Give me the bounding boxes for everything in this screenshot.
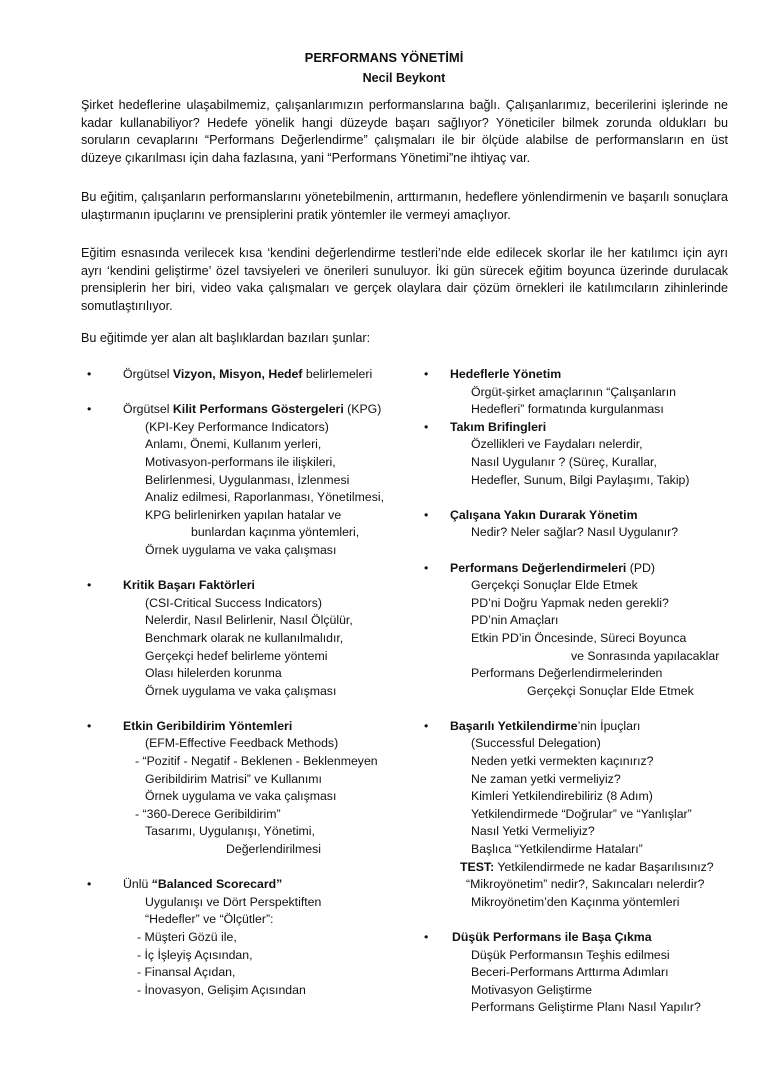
topic-subitem: Örgüt-şirket amaçlarının “Çalışanların [471,384,677,399]
topic-subitem: “Hedefler” ve “Ölçütler”: [145,912,274,927]
topic-subitem: Hedefleri” formatında kurgulanması [471,402,664,417]
topic-subitem: Belirlenmesi, Uygulanması, İzlenmesi [145,472,350,487]
topic-subitem: Başlıca “Yetkilendirme Hataları” [471,842,643,857]
topic-subitem: - “Pozitif - Negatif - Beklenen - Beklenmeyen [135,754,378,769]
bullet-icon: • [424,718,429,733]
topic-subitem: Uygulanışı ve Dört Perspektiften [145,894,322,909]
topic-item: • Kritik Başarı Faktörleri (CSI-Critical Success Indicators) Nelerdir, Nasıl Belirlenir, Nasıl Ölçülür, Benchmark olarak ne kullanılmalıdır, Gerçekçi hedef belirleme yöntemi Olası hilelerden korunma Örnek uygulama ve vaka çalışması [87,577,407,700]
topic-subitem: Nasıl Yetki Vermeliyiz? [471,824,595,839]
topic-item: • Örgütsel Vizyon, Misyon, Hedef belirlemeleri [87,366,407,384]
topic-subitem: Kimleri Yetkilendirebiliriz (8 Adım) [471,789,653,804]
topic-subitem: Motivasyon Geliştirme [471,982,592,997]
topic-subitem: (Successful Delegation) [471,736,601,751]
topic-item: • Ünlü “Balanced Scorecard” Uygulanışı ve Dört Perspektiften “Hedefler” ve “Ölçütler”: - Müşteri Gözü ile, - İç İşleyiş Açısından, - Finansal Açıdan, - İnovasyon, Gelişim Açısından [87,876,407,999]
topic-subitem: Geribildirim Matrisi” ve Kullanımı [145,771,322,786]
topic-subitem: Yetkilendirmede “Doğrular” ve “Yanlışlar” [471,806,692,821]
topic-item: • Düşük Performans ile Başa Çıkma Düşük Performansın Teşhis edilmesi Beceri-Performans Arttırma Adımları Motivasyon Geliştirme Performans Geliştirme Planı Nasıl Yapılır? [424,929,744,1017]
topic-subitem: Gerçekçi Sonuçlar Elde Etmek [527,683,694,698]
topic-item: • Çalışana Yakın Durarak Yönetim Nedir? Neler sağlar? Nasıl Uygulanır? [424,507,744,542]
topic-item: • Etkin Geribildirim Yöntemleri (EFM-Effective Feedback Methods) - “Pozitif - Negatif - Beklenen - Beklenmeyen Geribildirim Matrisi” ve Kullanımı Örnek uygulama ve vaka çalışması - “360-Derece Geribildirim” Tasarımı, Uygulanışı, Yönetimi, Değerlendirilmesi [87,718,407,859]
test-line: TEST: Yetkilendirmede ne kadar Başarılısınız? [460,859,714,874]
purpose-paragraph: Bu eğitim, çalışanların performanslarını yönetebilmenin, arttırmanın, hedeflere yönlendirmenin ve başarılı sonuçlara ulaştırmanın ipuçlarını ve prensiplerini pratik yöntemler ile vermeyi amaçlıyor. [81,190,728,222]
topic-subitem: (CSI-Critical Success Indicators) [145,595,322,610]
topic-subitem: - İnovasyon, Gelişim Açısından [137,982,306,997]
bullet-icon: • [87,367,92,381]
left-topic-column [87,366,407,999]
topic-subitem: Etkin PD’in Öncesinde, Süreci Boyunca [471,630,687,645]
method-paragraph: Eğitim esnasında verilecek kısa ‘kendini değerlendirme testleri’nde elde edilecek skorlar ile her katılımcı için ayrı ayrı ‘kendini geliştirme’ özel tavsiyeleri ve önerileri sunuluyor. İki gün sürecek eğitim boyunca üzerinde durulacak prensiplerin her biri, video vaka çalışmaları ve gerçek olaylara dair çözüm örnekleri ile katılımcıların zihinlerinde somutlaştırılıyor. [81,246,728,313]
topic-subitem: PD’ni Doğru Yapmak neden gerekli? [471,595,669,610]
topics-intro: Bu eğitimde yer alan alt başlıklardan bazıları şunlar: [81,331,371,345]
topic-subitem: ve Sonrasında yapılacaklar [571,648,720,663]
topic-subitem: “Mikroyönetim” nedir?, Sakıncaları nelerdir? [466,877,705,892]
topic-subitem: Gerçekçi Sonuçlar Elde Etmek [471,578,638,593]
topic-subitem: Örnek uygulama ve vaka çalışması [145,789,337,804]
topic-subitem: Özellikleri ve Faydaları nelerdir, [471,437,643,452]
bullet-icon: • [424,930,429,944]
topic-subitem: Benchmark olarak ne kullanılmalıdır, [145,630,344,645]
bullet-icon: • [424,507,429,522]
topic-subitem: Motivasyon-performans ile ilişkileri, [145,454,336,469]
topic-subitem: Beceri-Performans Arttırma Adımları [471,965,669,980]
topic-item: • Takım Brifingleri Özellikleri ve Faydaları nelerdir, Nasıl Uygulanır ? (Süreç, Kurallar, Hedefler, Sunum, Bilgi Paylaşımı, Takip) [424,419,744,489]
topic-subitem: Performans Değerlendirmelerinden [471,666,663,681]
topic-subitem: PD’nin Amaçları [471,613,559,628]
author-name: Necil Beykont [362,71,446,85]
topic-subitem: Nelerdir, Nasıl Belirlenir, Nasıl Ölçülür, [145,613,353,628]
intro-paragraph: Şirket hedeflerine ulaşabilmemiz, çalışanlarımızın performanslarına bağlı. Çalışanlarımız, becerilerini işlerinde ne kadar kullanabiliyor? Hedefe yönelik hangi düzeyde başarı sağlıyor? Yöneticiler bilmek zorunda oldukları bu soruların cevaplarını “Performans Değerlendirme” çalışmaları ile bir ölçüde alabilse de performansların en üst düzeye çıkarılması için daha fazlasına, yani “Performans Yönetimi”ne ihtiyaç var. [81,98,728,165]
bullet-icon: • [87,718,92,733]
bullet-icon: • [424,560,429,575]
topic-subitem: Örnek uygulama ve vaka çalışması [145,683,337,698]
topic-subitem: Mikroyönetim’den Kaçınma yöntemleri [471,894,680,909]
topic-subitem: Gerçekçi hedef belirleme yöntemi [145,648,328,663]
topic-subitem: (EFM-Effective Feedback Methods) [145,736,339,751]
right-topic-column [424,366,744,1017]
topic-subitem: Anlamı, Önemi, Kullanım yerleri, [145,437,322,452]
bullet-icon: • [424,419,429,434]
topic-subitem: - İç İşleyiş Açısından, [137,947,253,962]
bullet-icon: • [87,578,92,593]
topic-item: • Hedeflerle Yönetim Örgüt-şirket amaçlarının “Çalışanların Hedefleri” formatında kurgulanması [424,366,744,419]
topic-subitem: Performans Geliştirme Planı Nasıl Yapılır? [471,1000,701,1015]
topic-subitem: bunlardan kaçınma yöntemleri, [191,525,360,540]
topic-subitem: Neden yetki vermekten kaçınırız? [471,754,654,769]
topic-subitem: Düşük Performansın Teşhis edilmesi [471,947,670,962]
topic-subitem: - “360-Derece Geribildirim” [135,806,281,821]
bullet-icon: • [424,367,429,381]
topic-subitem: (KPI-Key Performance Indicators) [145,419,329,434]
topic-subitem: KPG belirlenirken yapılan hatalar ve [145,507,342,522]
topic-subitem: Ne zaman yetki vermeliyiz? [471,771,621,786]
bullet-icon: • [87,877,92,892]
topic-subitem: Nasıl Uygulanır ? (Süreç, Kurallar, [471,454,657,469]
topic-subitem: Değerlendirilmesi [226,842,321,857]
page-title: PERFORMANS YÖNETİMİ [304,50,464,65]
topic-subitem: Olası hilelerden korunma [145,666,282,681]
topic-item: • Örgütsel Kilit Performans Göstergeleri (KPG) (KPI-Key Performance Indicators) Anlamı, Önemi, Kullanım yerleri, Motivasyon-performans ile ilişkileri, Belirlenmesi, Uygulanması, İzlenmesi Analiz edilmesi, Raporlanması, Yönetilmesi, KPG belirlenirken yapılan hatalar ve bunlardan kaçınma yöntemleri, Örnek uygulama ve vaka çalışması [87,401,407,559]
topic-item: • Başarılı Yetkilendirme’nin İpuçları (Successful Delegation) Neden yetki vermekten kaçınırız? Ne zaman yetki vermeliyiz? Kimleri Yetkilendirebiliriz (8 Adım) Yetkilendirmede “Doğrular” ve “Yanlışlar” Nasıl Yetki Vermeliyiz? Başlıca “Yetkilendirme Hataları” TEST: Yetkilendirmede ne kadar Başarılısınız? “Mikroyönetim” nedir?, Sakıncaları nelerdir? Mikroyönetim’den Kaçınma yöntemleri [424,718,744,912]
topic-subitem: Nedir? Neler sağlar? Nasıl Uygulanır? [471,525,679,540]
topic-subitem: Örnek uygulama ve vaka çalışması [145,542,337,557]
topic-item: • Performans Değerlendirmeleri (PD) Gerçekçi Sonuçlar Elde Etmek PD’ni Doğru Yapmak neden gerekli? PD’nin Amaçları Etkin PD’in Öncesinde, Süreci Boyunca ve Sonrasında yapılacaklar Performans Değerlendirmelerinden Gerçekçi Sonuçlar Elde Etmek [424,560,744,701]
topic-subitem: - Müşteri Gözü ile, [137,930,237,944]
topic-subitem: Analiz edilmesi, Raporlanması, Yönetilmesi, [145,490,384,505]
topic-subitem: Tasarımı, Uygulanışı, Yönetimi, [145,824,315,839]
topic-subitem: - Finansal Açıdan, [137,965,236,980]
topic-subitem: Hedefler, Sunum, Bilgi Paylaşımı, Takip) [471,472,690,487]
bullet-icon: • [87,402,92,417]
